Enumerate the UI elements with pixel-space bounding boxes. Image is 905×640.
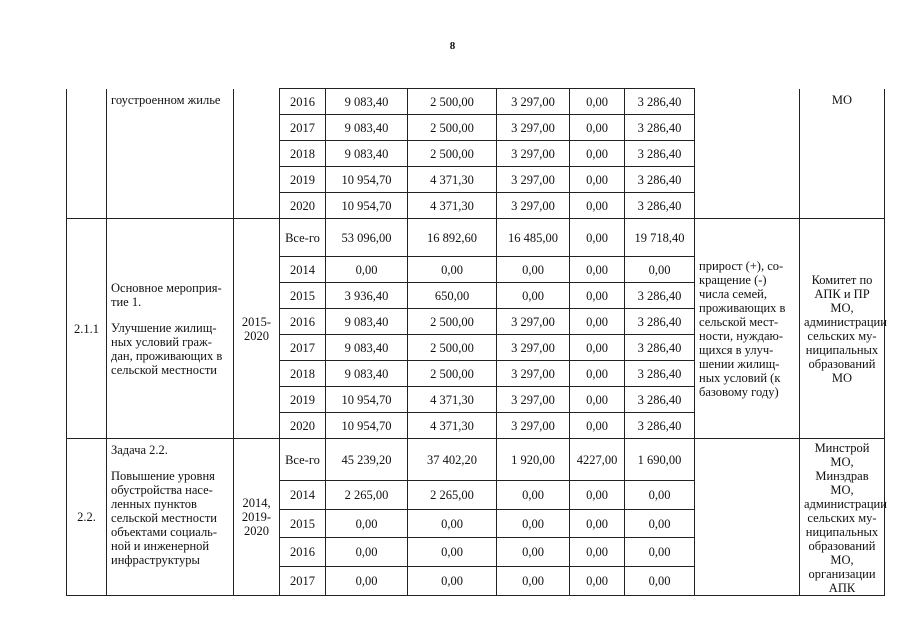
- task-title: Задача 2.2.: [111, 443, 168, 457]
- regional-cell: 0,00: [497, 538, 570, 567]
- responsible-cell: Минстрой МО, Минздрав МО, администрации сельских му-ниципальных образований МО, организации АПК: [800, 439, 885, 596]
- federal-cell: 2 500,00: [408, 141, 497, 167]
- year-cell: 2014: [280, 481, 326, 510]
- total-cell: 9 083,40: [326, 141, 408, 167]
- year-cell: 2018: [280, 361, 326, 387]
- period-cell: 2014, 2019-2020: [234, 439, 280, 596]
- local-cell: 0,00: [570, 335, 625, 361]
- local-cell: 0,00: [570, 413, 625, 439]
- local-cell: 0,00: [570, 567, 625, 596]
- year-cell: 2017: [280, 335, 326, 361]
- other-cell: 3 286,40: [625, 335, 695, 361]
- activity-description: [107, 219, 234, 439]
- activity-text: Улучшение жилищ-ных условий граж-дан, проживающих в сельской местности: [111, 320, 223, 377]
- local-cell: 0,00: [570, 257, 625, 283]
- responsible-cell: МО: [800, 89, 885, 219]
- regional-cell: 3 297,00: [497, 141, 570, 167]
- federal-cell: 2 500,00: [408, 309, 497, 335]
- total-cell: 9 083,40: [326, 89, 408, 115]
- total-cell: 10 954,70: [326, 167, 408, 193]
- other-cell: 3 286,40: [625, 167, 695, 193]
- year-cell: 2015: [280, 509, 326, 538]
- local-cell: 4227,00: [570, 439, 625, 481]
- total-cell: 45 239,20: [326, 439, 408, 481]
- year-cell: 2019: [280, 387, 326, 413]
- page-number: 8: [449, 40, 456, 52]
- federal-cell: 37 402,20: [408, 439, 497, 481]
- local-cell: 0,00: [570, 538, 625, 567]
- number-cell: [67, 89, 107, 219]
- activity-name: гоустроенном жилье: [107, 89, 234, 219]
- local-cell: 0,00: [570, 361, 625, 387]
- other-cell: 1 690,00: [625, 439, 695, 481]
- other-cell: 3 286,40: [625, 387, 695, 413]
- federal-cell: 4 371,30: [408, 387, 497, 413]
- federal-cell: 4 371,30: [408, 167, 497, 193]
- year-cell: 2019: [280, 167, 326, 193]
- local-cell: 0,00: [570, 309, 625, 335]
- year-cell: 2020: [280, 413, 326, 439]
- other-cell: 3 286,40: [625, 141, 695, 167]
- year-cell: 2016: [280, 538, 326, 567]
- total-cell: 9 083,40: [326, 309, 408, 335]
- regional-cell: 3 297,00: [497, 89, 570, 115]
- year-cell: 2016: [280, 309, 326, 335]
- regional-cell: 3 297,00: [497, 193, 570, 219]
- regional-cell: 1 920,00: [497, 439, 570, 481]
- regional-cell: 3 297,00: [497, 309, 570, 335]
- year-cell: 2020: [280, 193, 326, 219]
- year-cell: 2017: [280, 567, 326, 596]
- total-cell: 10 954,70: [326, 193, 408, 219]
- federal-cell: 0,00: [408, 538, 497, 567]
- federal-cell: 16 892,60: [408, 219, 497, 257]
- federal-cell: 0,00: [408, 509, 497, 538]
- other-cell: 0,00: [625, 538, 695, 567]
- local-cell: 0,00: [570, 481, 625, 510]
- regional-cell: 0,00: [497, 481, 570, 510]
- regional-cell: 0,00: [497, 283, 570, 309]
- table-row: [67, 89, 885, 115]
- other-cell: 3 286,40: [625, 413, 695, 439]
- program-table: [66, 88, 885, 596]
- regional-cell: 3 297,00: [497, 413, 570, 439]
- indicator-cell: прирост (+), со-кращение (-) числа семей, проживающих в сельской мест-ности, нуждаю-щихся в улуч-шении жилищ-ных условий (к базовому году): [695, 219, 800, 439]
- total-cell: 3 936,40: [326, 283, 408, 309]
- other-cell: 0,00: [625, 509, 695, 538]
- section-number: 2.2.: [67, 439, 107, 596]
- federal-cell: 0,00: [408, 567, 497, 596]
- local-cell: 0,00: [570, 193, 625, 219]
- local-cell: 0,00: [570, 509, 625, 538]
- local-cell: 0,00: [570, 115, 625, 141]
- year-cell: Все-го: [280, 219, 326, 257]
- year-cell: 2018: [280, 141, 326, 167]
- total-cell: 0,00: [326, 567, 408, 596]
- section-number: 2.1.1: [67, 219, 107, 439]
- other-cell: 3 286,40: [625, 193, 695, 219]
- federal-cell: 650,00: [408, 283, 497, 309]
- total-cell: 9 083,40: [326, 335, 408, 361]
- activity-title: Основное мероприя-тие 1.: [111, 280, 222, 309]
- regional-cell: 0,00: [497, 257, 570, 283]
- total-cell: 2 265,00: [326, 481, 408, 510]
- regional-cell: 16 485,00: [497, 219, 570, 257]
- year-cell: 2016: [280, 89, 326, 115]
- responsible-cell: Комитет по АПК и ПР МО, администрации сельских му-ниципальных образований МО: [800, 219, 885, 439]
- local-cell: 0,00: [570, 89, 625, 115]
- local-cell: 0,00: [570, 387, 625, 413]
- local-cell: 0,00: [570, 141, 625, 167]
- federal-cell: 0,00: [408, 257, 497, 283]
- year-cell: Все-го: [280, 439, 326, 481]
- period-cell: 2015-2020: [234, 219, 280, 439]
- federal-cell: 2 500,00: [408, 89, 497, 115]
- other-cell: 3 286,40: [625, 89, 695, 115]
- total-cell: 0,00: [326, 509, 408, 538]
- table-row: [67, 219, 885, 257]
- total-cell: 10 954,70: [326, 413, 408, 439]
- indicator-cell: [695, 439, 800, 596]
- regional-cell: 3 297,00: [497, 335, 570, 361]
- local-cell: 0,00: [570, 167, 625, 193]
- other-cell: 3 286,40: [625, 115, 695, 141]
- regional-cell: 3 297,00: [497, 361, 570, 387]
- year-cell: 2017: [280, 115, 326, 141]
- federal-cell: 4 371,30: [408, 413, 497, 439]
- total-cell: 53 096,00: [326, 219, 408, 257]
- total-cell: 0,00: [326, 538, 408, 567]
- task-description: [107, 439, 234, 596]
- other-cell: 0,00: [625, 567, 695, 596]
- table-body: [67, 89, 885, 596]
- local-cell: 0,00: [570, 219, 625, 257]
- total-cell: 0,00: [326, 257, 408, 283]
- year-cell: 2015: [280, 283, 326, 309]
- task-text: Повышение уровня обустройства насе-ленных пунктов сельской местности объектами социаль-ной и инженерной инфраструктуры: [111, 469, 218, 567]
- federal-cell: 2 265,00: [408, 481, 497, 510]
- other-cell: 3 286,40: [625, 283, 695, 309]
- local-cell: 0,00: [570, 283, 625, 309]
- other-cell: 3 286,40: [625, 309, 695, 335]
- indicator-cell: [695, 89, 800, 219]
- total-cell: 10 954,70: [326, 387, 408, 413]
- regional-cell: 0,00: [497, 567, 570, 596]
- federal-cell: 2 500,00: [408, 335, 497, 361]
- regional-cell: 3 297,00: [497, 167, 570, 193]
- other-cell: 19 718,40: [625, 219, 695, 257]
- period-cell: [234, 89, 280, 219]
- federal-cell: 2 500,00: [408, 115, 497, 141]
- regional-cell: 3 297,00: [497, 115, 570, 141]
- year-cell: 2014: [280, 257, 326, 283]
- other-cell: 0,00: [625, 257, 695, 283]
- regional-cell: 0,00: [497, 509, 570, 538]
- total-cell: 9 083,40: [326, 361, 408, 387]
- other-cell: 3 286,40: [625, 361, 695, 387]
- federal-cell: 2 500,00: [408, 361, 497, 387]
- federal-cell: 4 371,30: [408, 193, 497, 219]
- total-cell: 9 083,40: [326, 115, 408, 141]
- table-row: [67, 439, 885, 481]
- regional-cell: 3 297,00: [497, 387, 570, 413]
- other-cell: 0,00: [625, 481, 695, 510]
